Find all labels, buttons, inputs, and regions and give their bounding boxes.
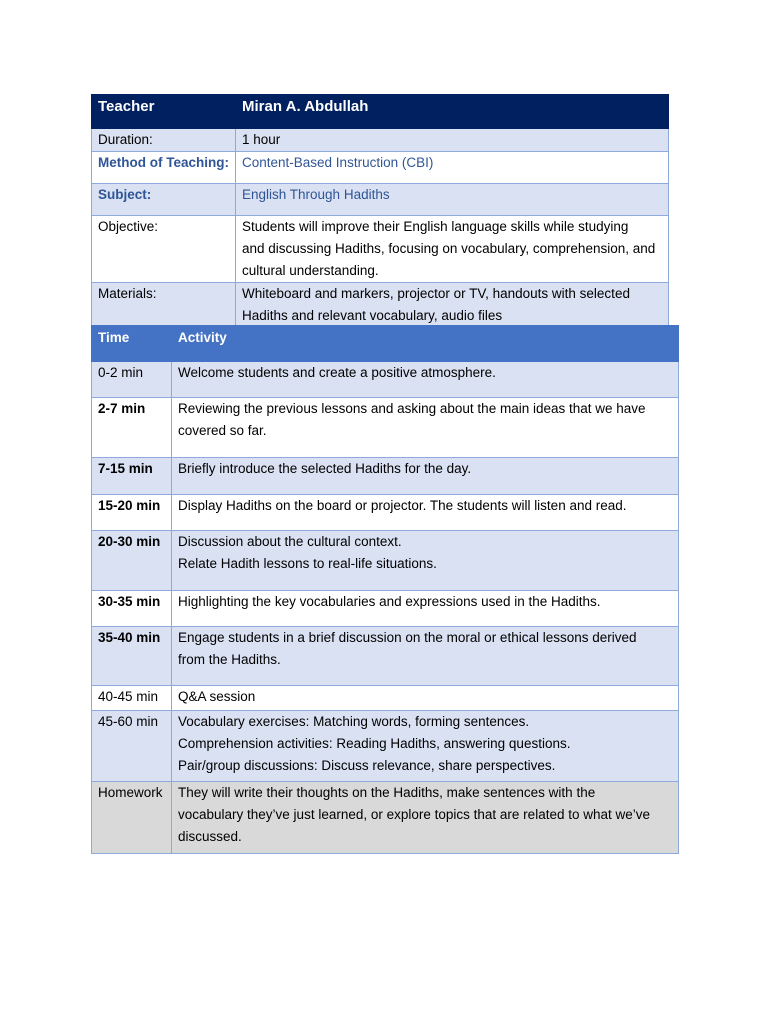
teacher-label: Teacher: [92, 95, 236, 129]
lesson-info-table: [91, 94, 669, 328]
time-cell: Homework: [92, 782, 172, 854]
activity-cell: [172, 627, 679, 686]
activity-line: Q&A session: [178, 689, 256, 704]
activity-cell: [172, 398, 679, 458]
activity-line: Reviewing the previous lessons and asking about the main ideas that we have: [178, 401, 646, 416]
duration-value: 1 hour: [236, 129, 669, 152]
schedule-row: [92, 362, 679, 398]
activity-line: Highlighting the key vocabularies and expressions used in the Hadiths.: [178, 594, 601, 609]
objective-line: and discussing Hadiths, focusing on vocabulary, comprehension, and: [242, 241, 656, 256]
teacher-name: Miran A. Abdullah: [236, 95, 669, 129]
time-cell: 45-60 min: [92, 711, 172, 782]
materials-label: Materials:: [92, 283, 236, 328]
homework-row: [92, 782, 679, 854]
objective-line: Students will improve their English language skills while studying: [242, 219, 629, 234]
teacher-row: [92, 95, 669, 129]
objective-row: [92, 216, 669, 283]
activity-line: Vocabulary exercises: Matching words, forming sentences.: [178, 714, 530, 729]
duration-row: [92, 129, 669, 152]
schedule-row: [92, 591, 679, 627]
activity-line: Comprehension activities: Reading Hadiths, answering questions.: [178, 736, 571, 751]
activity-line: Welcome students and create a positive atmosphere.: [178, 365, 496, 380]
schedule-row: [92, 686, 679, 711]
method-row: [92, 152, 669, 184]
activity-cell: [172, 711, 679, 782]
time-cell: 15-20 min: [92, 495, 172, 531]
schedule-header-row: [92, 326, 679, 362]
time-cell: 30-35 min: [92, 591, 172, 627]
activity-line: vocabulary they’ve just learned, or explore topics that are related to what we’ve: [178, 807, 651, 822]
time-cell: 35-40 min: [92, 627, 172, 686]
activity-line: Engage students in a brief discussion on the moral or ethical lessons derived: [178, 630, 637, 645]
activity-line: They will write their thoughts on the Hadiths, make sentences with the: [178, 785, 596, 800]
activity-line: Relate Hadith lessons to real-life situations.: [178, 556, 437, 571]
method-value: Content-Based Instruction (CBI): [236, 152, 669, 184]
objective-label: Objective:: [92, 216, 236, 283]
time-cell: 20-30 min: [92, 531, 172, 591]
time-cell: 7-15 min: [92, 458, 172, 495]
time-cell: 0-2 min: [92, 362, 172, 398]
time-cell: 40-45 min: [92, 686, 172, 711]
schedule-table: [91, 325, 679, 854]
activity-cell: [172, 782, 679, 854]
activity-line: Display Hadiths on the board or projector. The students will listen and read.: [178, 498, 627, 513]
activity-line: Briefly introduce the selected Hadiths for the day.: [178, 461, 472, 476]
activity-cell: [172, 686, 679, 711]
activity-cell: [172, 591, 679, 627]
objective-value: [236, 216, 669, 283]
schedule-row: [92, 627, 679, 686]
activity-line: covered so far.: [178, 423, 267, 438]
schedule-row: [92, 458, 679, 495]
schedule-row: [92, 711, 679, 782]
schedule-row: [92, 495, 679, 531]
time-header: Time: [92, 326, 172, 362]
objective-line: cultural understanding.: [242, 263, 379, 278]
materials-line: Hadiths and relevant vocabulary, audio files: [242, 308, 503, 323]
activity-header: Activity: [172, 326, 679, 362]
activity-line: Discussion about the cultural context.: [178, 534, 402, 549]
materials-line: Whiteboard and markers, projector or TV, handouts with selected: [242, 286, 630, 301]
activity-line: discussed.: [178, 829, 242, 844]
activity-line: Pair/group discussions: Discuss relevance, share perspectives.: [178, 758, 556, 773]
subject-value: English Through Hadiths: [236, 184, 669, 216]
activity-cell: [172, 495, 679, 531]
activity-line: from the Hadiths.: [178, 652, 281, 667]
subject-row: [92, 184, 669, 216]
method-label: Method of Teaching:: [92, 152, 236, 184]
schedule-row: [92, 531, 679, 591]
materials-row: [92, 283, 669, 328]
time-cell: 2-7 min: [92, 398, 172, 458]
duration-label: Duration:: [92, 129, 236, 152]
activity-cell: [172, 362, 679, 398]
schedule-row: [92, 398, 679, 458]
activity-cell: [172, 458, 679, 495]
subject-label: Subject:: [92, 184, 236, 216]
activity-cell: [172, 531, 679, 591]
materials-value: [236, 283, 669, 328]
